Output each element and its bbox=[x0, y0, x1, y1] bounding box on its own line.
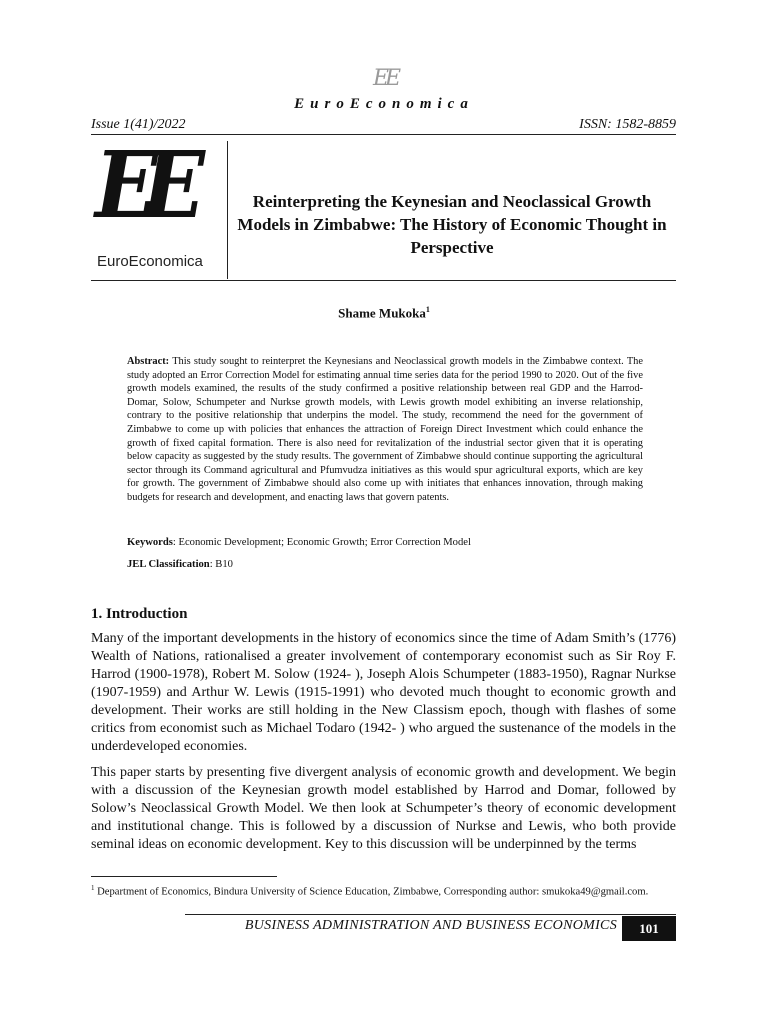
author-footnote-marker: 1 bbox=[425, 305, 430, 314]
abstract-label: Abstract: bbox=[127, 356, 170, 367]
journal-logo bbox=[91, 131, 228, 279]
keywords bbox=[127, 537, 471, 548]
article-title: Reinterpreting the Keynesian and Neoclassical Growth Models in Zimbabwe: The History of Economic Thought in Perspective bbox=[237, 192, 667, 257]
abstract bbox=[127, 355, 643, 505]
section-heading: 1. Introduction bbox=[91, 606, 188, 622]
keywords-text: : Economic Development; Economic Growth; Error Correction Model bbox=[172, 537, 471, 548]
jel-classification bbox=[127, 559, 233, 570]
issn: ISSN: 1582-8859 bbox=[579, 117, 676, 132]
logo-name: EuroEconomica bbox=[97, 253, 203, 270]
footnote-marker: 1 bbox=[91, 884, 95, 892]
keywords-label: Keywords bbox=[127, 537, 173, 548]
title-rule bbox=[91, 280, 676, 281]
header-logo-mark: EE bbox=[372, 66, 398, 91]
jel-text: : B10 bbox=[209, 559, 233, 570]
running-title: BUSINESS ADMINISTRATION AND BUSINESS ECONOMICS bbox=[244, 918, 617, 933]
paragraph: Many of the important developments in the history of economics since the time of Adam Smith’s (1776) Wealth of Nations, rationalised a greater involvement of contemporary economist such as Sir Roy F. Harrod (1900-1978), Robert M. Solow (1924- ), Joseph Alois Schumpeter (1883-1950), Ragnar Nurkse (1907-1959) and Arthur W. Lewis (1915-1991) who devoted much thought to economic growth and development. Their works are still holding in the New Classism epoch, though with flashes of some critics from economist such as Michael Todaro (1942- ) who argued the sustenance of the models in the underdeveloped economies. bbox=[91, 631, 676, 754]
author bbox=[0, 305, 768, 321]
paragraph: This paper starts by presenting five divergent analysis of economic growth and development. We begin with a discussion of the Keynesian growth model established by Harrod and Domar, followed by Solow’s Neoclassical Growth Model. We then look at Schumpeter’s theory of economic development and institutional change. This is followed by a discussion of Nurkse and Lewis, who both provide seminal ideas on economic development. Key to this discussion will be underpinned by the terms bbox=[91, 765, 676, 852]
abstract-text: This study sought to reinterpret the Keynesians and Neoclassical growth models in the Zimbabwe context. The study adopted an Error Correction Model for estimating annual time series data for the period 1990 to 2020. Out of the five growth models examined, the results of the study confirmed a positive relationship between real GDP and the Harrod-Domar, Solow, Schumpeter and Nurkse growth models, with Lewis growth model exhibiting an inverse relationship, contrary to the positive relationship that underpins the model. The study, recommend the need for the government of Zimbabwe to come up with policies that enhances the attraction of Foreign Direct Investment which could enhance the growth of fixed capital formation. There is also need for revitalization of the industrial sector given that it is operating below capacity as suggested by the study results. The government of Zimbabwe should continue supporting the agricultural sector through its Command agricultural and Pfumvudza initiatives as this would spur agricultural exports, which are key for growth. The government of Zimbabwe should also come up with initiates that enhances innovation, through making budgets for research and development, and enacting laws that govern patents. bbox=[127, 356, 643, 503]
journal-name: EuroEconomica bbox=[294, 96, 474, 112]
author-name: Shame Mukoka bbox=[338, 305, 426, 321]
page-number: 101 bbox=[622, 916, 676, 941]
logo-letters: EE bbox=[95, 131, 189, 239]
footnote bbox=[91, 882, 676, 899]
footnote-rule bbox=[91, 876, 277, 877]
issue-number: Issue 1(41)/2022 bbox=[91, 117, 186, 132]
jel-label: JEL Classification bbox=[127, 559, 210, 570]
footer-rule bbox=[185, 914, 676, 915]
footnote-text: Department of Economics, Bindura University of Science Education, Zimbabwe, Corresponding author: smukoka49@gmail.com. bbox=[94, 886, 649, 898]
